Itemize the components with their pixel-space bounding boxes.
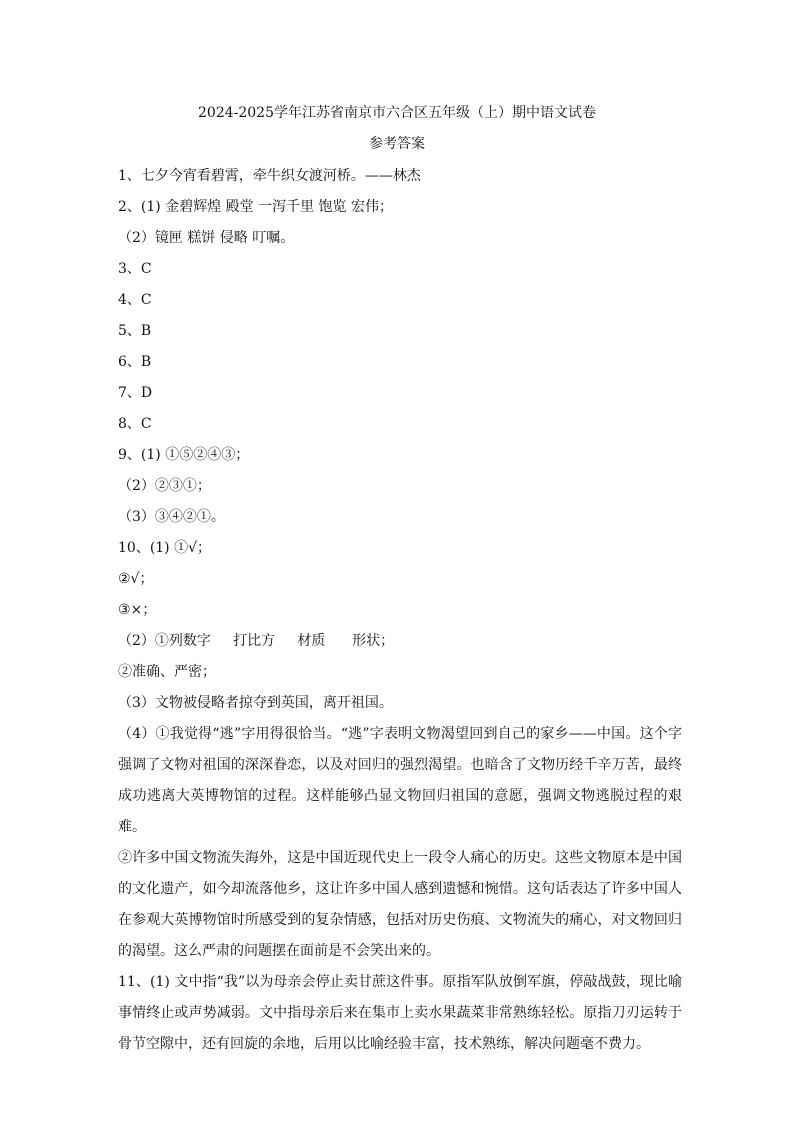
exam-title: 2024-2025学年江苏省南京市六合区五年级（上）期中语文试卷	[198, 105, 596, 121]
answer-2-part-2: （2）镜匣 糕饼 侵略 叮嘱。	[118, 230, 295, 246]
answer-6: 6、B	[118, 354, 152, 370]
answer-9-part-3: （3）③④②①。	[118, 509, 225, 525]
answer-10-part-3: （3）文物被侵略者掠夺到英国，离开祖国。	[118, 695, 393, 711]
answer-10-part-2b: ②准确、严密；	[118, 664, 216, 680]
answer-10-part-4a: （4）①我觉得“逃”字用得很恰当。“逃”字表明文物渴望回到自己的家乡——中国。这个字强调了文物对祖国的深深眷恋，以及对回归的强烈渴望。也暗含了文物历经千辛万苦，最终成功逃离大英博物馆的过程。这样能够凸显文物回归祖国的意愿，强调文物逃脱过程的艰难。	[118, 726, 682, 835]
answer-10-part-2: （2）①列数字 打比方 材质 形状；	[118, 633, 395, 649]
answer-10-part-4b: ②许多中国文物流失海外，这是中国近现代史上一段令人痛心的历史。这些文物原本是中国的文化遗产，如今却流落他乡，这让许多中国人感到遗憾和惋惜。这句话表达了许多中国人在参观大英博物馆时所感受到的复杂情感，包括对历史伤痕、文物流失的痛心，对文物回归的渴望。这么严肃的问题摆在面前是不会笑出来的。	[118, 850, 682, 959]
answer-1: 1、七夕今宵看碧霄，牵牛织女渡河桥。——林杰	[118, 168, 421, 184]
answer-9-part-2: （2）②③①；	[118, 478, 211, 494]
answer-11	[118, 967, 682, 1060]
answer-10-part-1: 10、(1) ①√；	[118, 540, 212, 556]
answer-7: 7、D	[118, 385, 153, 401]
answer-5: 5、B	[118, 323, 152, 339]
answer-10-part-1c: ③×；	[118, 602, 157, 618]
answer-10-part-1b: ②√；	[118, 571, 154, 587]
answer-9-part-1: 9、(1) ①⑤②④③；	[118, 447, 250, 463]
answer-3: 3、C	[118, 261, 152, 277]
answer-8: 8、C	[118, 416, 152, 432]
answer-2-part-1: 2、(1) 金碧辉煌 殿堂 一泻千里 饱览 宏伟；	[118, 199, 393, 215]
answer-11-part-1: 11、(1) 文中指“我”以为母亲会停止卖甘蔗这件事。原指军队放倒军旗，停敲战鼓，现比喻事情终止或声势减弱。文中指母亲后来在集市上卖水果蔬菜非常熟练轻松。原指刀刃运转于骨节空隙中，还有回旋的余地，后用以比喻经验丰富，技术熟练，解决问题毫不费力。	[118, 974, 682, 1052]
answer-key-heading: 参考答案	[369, 136, 425, 152]
answer-4: 4、C	[118, 292, 152, 308]
answer-10-part-4	[118, 719, 682, 967]
